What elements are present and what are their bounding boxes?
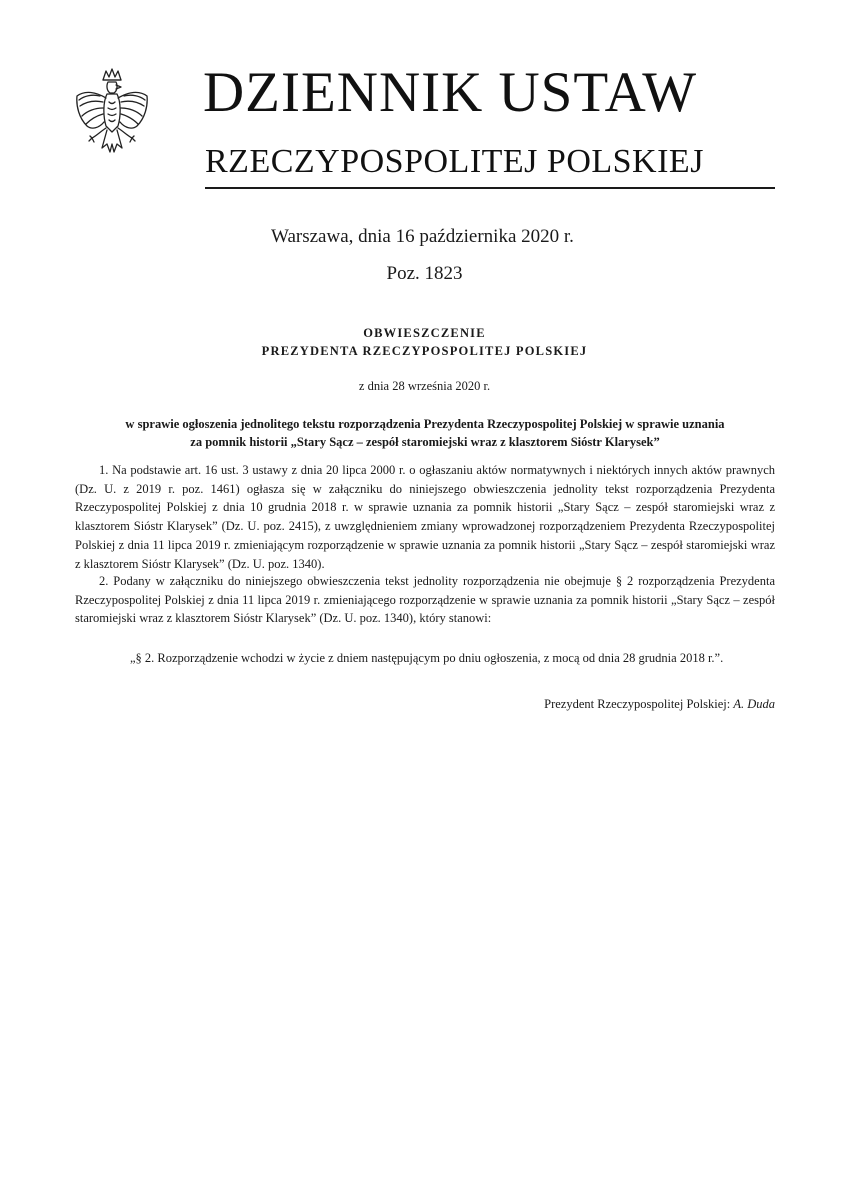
position-number: Poz. 1823 bbox=[386, 263, 463, 284]
signatory-name: A. Duda bbox=[733, 697, 775, 711]
gazette-subtitle: RZECZYPOSPOLITEJ POLSKIEJ bbox=[205, 143, 704, 180]
body-paragraph-1: 1. Na podstawie art. 16 ust. 3 ustawy z dnia 20 lipca 2000 r. o ogłaszaniu aktów normatywnych i niektórych innych aktów prawnych (Dz. U. z 2019 r. poz. 1461) ogłasza się w załączniku do niniejszego obwieszczenia jednolity tekst rozporządzenia Prezydenta Rzeczypospolitej Polskiej z dnia 10 grudnia 2018 r. w sprawie uznania za pomnik historii „Stary Sącz – zespół staromiejski wraz z klasztorem Sióstr Klarysek” (Dz. U. poz. 2415), z uwzględnieniem zmiany wprowadzonej rozporządzeniem Prezydenta Rzeczypospolitej Polskiej z dnia 11 lipca 2019 r. zmieniającym rozporządzenie w sprawie uznania za pomnik historii „Stary Sącz – zespół staromiejski wraz z klasztorem Sióstr Klarysek” (Dz. U. poz. 1340). bbox=[75, 463, 775, 571]
act-subject-line-2: za pomnik historii „Stary Sącz – zespół staromiejski wraz z klasztorem Sióstr Klarysek” bbox=[190, 435, 660, 449]
quoted-provision: „§ 2. Rozporządzenie wchodzi w życie z dniem następującym po dniu ogłoszenia, z mocą od dnia 28 grudnia 2018 r.”. bbox=[130, 651, 724, 665]
act-issuer: PREZYDENTA RZECZYPOSPOLITEJ POLSKIEJ bbox=[261, 344, 588, 358]
polish-eagle-emblem-icon bbox=[70, 66, 154, 166]
act-subject bbox=[75, 415, 775, 451]
gazette-title: DZIENNIK USTAW bbox=[203, 61, 698, 124]
publication-date-text: Warszawa, dnia 16 października 2020 r. bbox=[271, 226, 574, 247]
header-divider bbox=[205, 187, 775, 189]
signatory-office: Prezydent Rzeczypospolitej Polskiej: bbox=[544, 697, 731, 711]
body-paragraph-2: 2. Podany w załączniku do niniejszego obwieszczenia tekst jednolity rozporządzenia nie obejmuje § 2 rozporządzenia Prezydenta Rzeczypospolitej Polskiej z dnia 11 lipca 2019 r. zmieniającego rozporządzenie w sprawie uznania za pomnik historii „Stary Sącz – zespół staromiejski wraz z klasztorem Sióstr Klarysek” (Dz. U. poz. 1340), który stanowi: bbox=[75, 574, 775, 626]
publication-date bbox=[0, 226, 849, 248]
act-issued-date: z dnia 28 września 2020 r. bbox=[358, 379, 491, 393]
act-type: OBWIESZCZENIE bbox=[363, 326, 486, 340]
signature-block bbox=[544, 697, 775, 712]
act-subject-line-1: w sprawie ogłoszenia jednolitego tekstu rozporządzenia Prezydenta Rzeczypospolitej Polskiej w sprawie uznania bbox=[125, 417, 725, 431]
